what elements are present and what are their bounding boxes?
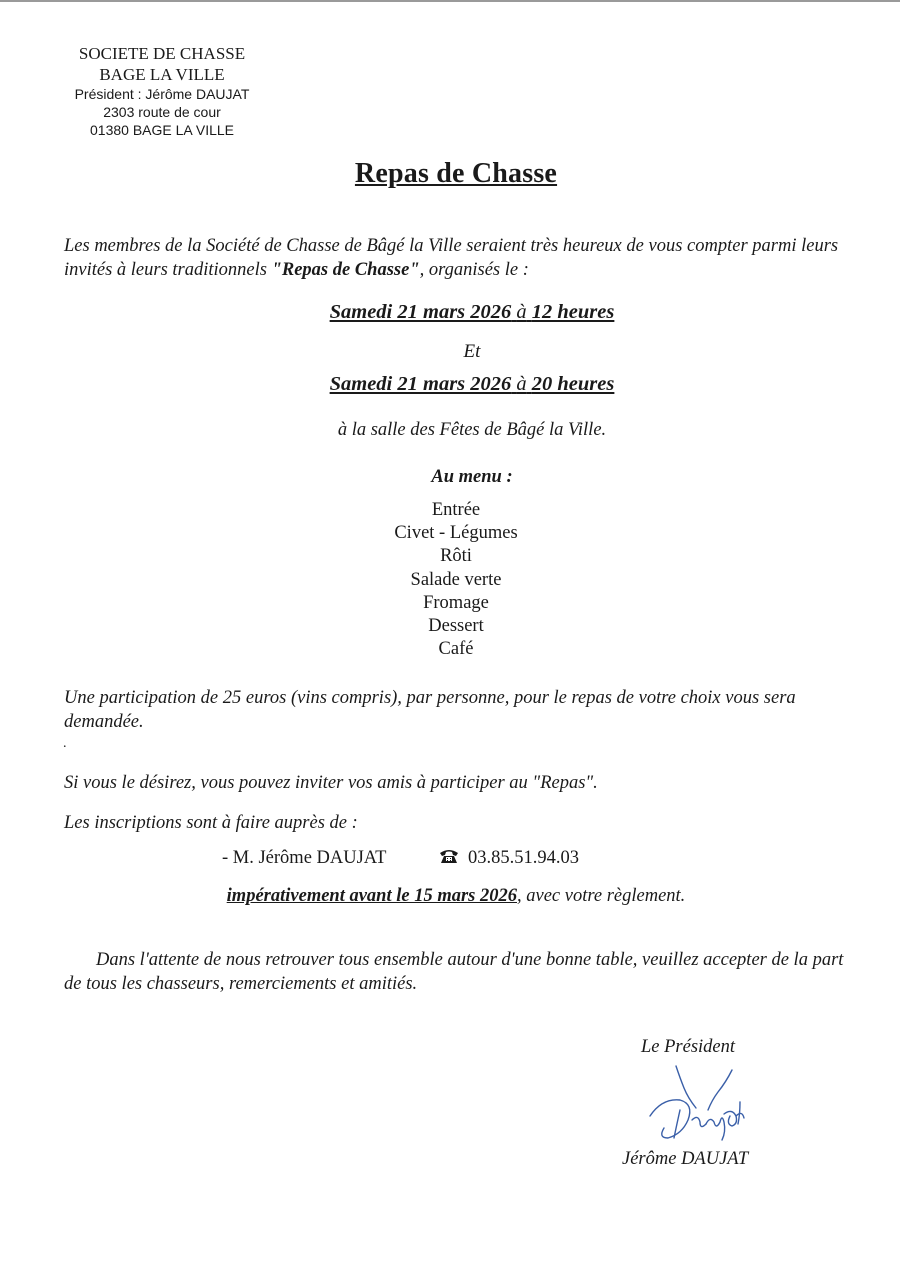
menu-item: Café (438, 639, 474, 660)
menu-item: Entrée (431, 500, 481, 520)
top-rule (0, 0, 900, 2)
intro-emphasis: "Repas de Chasse" (271, 260, 420, 280)
intro-text-end: , organisés le : (419, 260, 529, 280)
deadline-emphasis: impérativement avant le 15 mars 2026 (226, 886, 517, 906)
menu-item: Dessert (428, 616, 484, 637)
org-postcode-city: 01380 BAGE LA VILLE (90, 122, 234, 138)
menu-list (0, 499, 900, 661)
intro-paragraph (64, 234, 854, 282)
participation-paragraph: Une participation de 25 euros (vins compris), par personne, pour le repas de votre choix vous sera demandée. (64, 688, 796, 732)
closing-paragraph: Dans l'attente de nous retrouver tous ensemble autour d'une bonne table, veuillez accepter de la part de tous les chasseurs, remerciements et amitiés. (64, 950, 844, 994)
menu-title: Au menu : (431, 467, 513, 487)
contact-phone (438, 848, 579, 869)
event-conjunction: Et (463, 341, 481, 362)
registration-intro: Les inscriptions sont à faire auprès de : (64, 813, 358, 833)
deadline-rest: , avec votre règlement. (517, 886, 686, 906)
menu-item: Fromage (423, 592, 489, 613)
event-date-2: Samedi 21 mars 2026 à 20 heures (329, 373, 615, 395)
contact-name: - M. Jérôme DAUJAT (222, 848, 387, 868)
org-name: SOCIETE DE CHASSE (78, 44, 246, 63)
signature-title: Le Président (641, 1037, 736, 1057)
intro-text: Les membres de la Société de Chasse de Bâgé la Ville seraient très heureux de vous compter parmi leurs invités à leurs traditionnels (64, 236, 839, 280)
phone-number: 03.85.51.94.03 (468, 848, 579, 868)
deadline-line (0, 886, 900, 907)
menu-item: Civet - Légumes (394, 523, 518, 544)
event-venue: à la salle des Fêtes de Bâgé la Ville. (337, 420, 607, 440)
event-date-1: Samedi 21 mars 2026 à 12 heures (329, 301, 615, 323)
stray-mark: . (63, 736, 67, 751)
invite-friends-paragraph: Si vous le désirez, vous pouvez inviter vos amis à participer au "Repas". (64, 773, 598, 793)
letterhead (62, 43, 262, 139)
menu-item: Rôti (440, 546, 472, 567)
org-town: BAGE LA VILLE (99, 65, 225, 84)
org-president: Président : Jérôme DAUJAT (74, 86, 250, 102)
menu-item: Salade verte (410, 569, 502, 590)
signatory-name: Jérôme DAUJAT (622, 1149, 749, 1169)
org-street: 2303 route de cour (103, 104, 221, 120)
page-title: Repas de Chasse (354, 158, 558, 189)
telephone-icon (438, 848, 460, 864)
handwritten-signature (640, 1058, 760, 1148)
